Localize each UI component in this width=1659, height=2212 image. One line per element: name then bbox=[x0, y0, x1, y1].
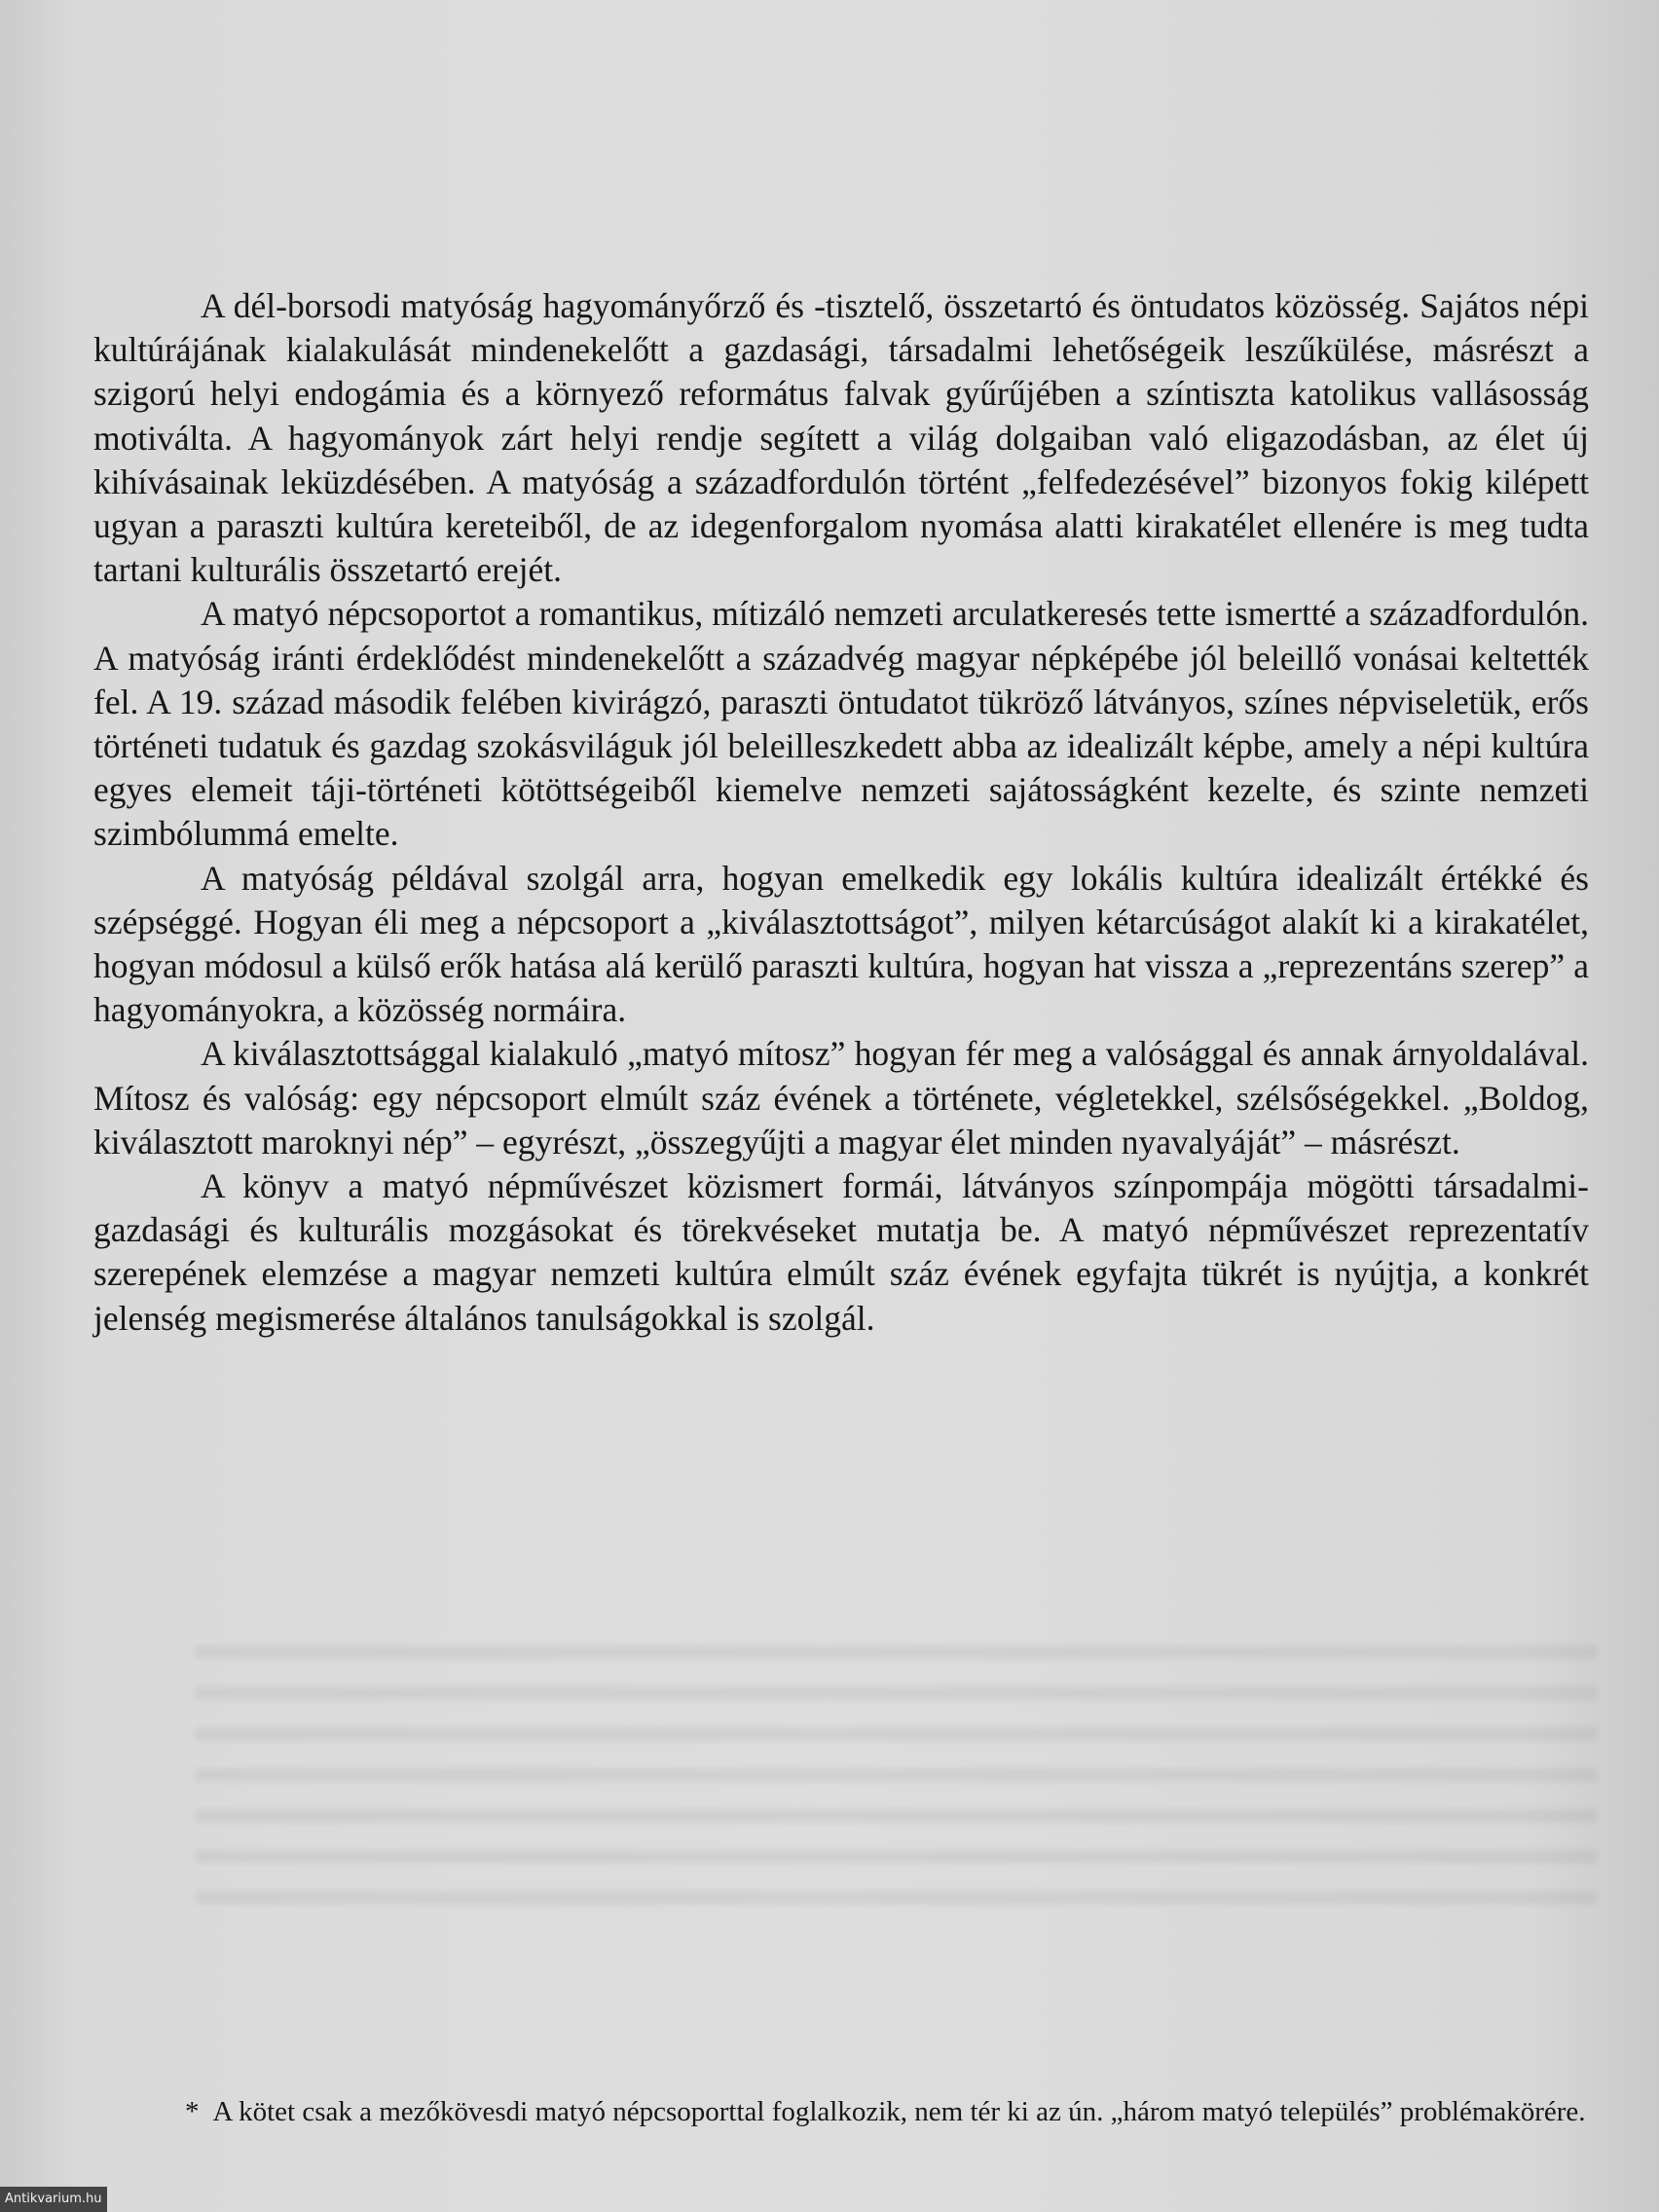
footnote bbox=[93, 2091, 1589, 2132]
body-text bbox=[93, 284, 1589, 1341]
footnote-text: A kötet csak a mezőkövesdi matyó népcsoporttal foglalkozik, nem tér ki az ún. „három matyó település” problémakörére. bbox=[212, 2096, 1586, 2127]
paragraph-2: A matyó népcsoportot a romantikus, mítizáló nemzeti arculatkeresés tette ismertté a századfordulón. A matyóság iránti érdeklődést mindenekelőtt a századvég magyar népképébe jól beleillő vonásai keltették fel. A 19. század második felében kivirágzó, paraszti öntudatot tükröző látványos, színes népviseletük, erős történeti tudatuk és gazdag szokásviláguk jól beleilleszkedett abba az idealizált képbe, amely a népi kultúra egyes elemeit táji-történeti kötöttségeiből kiemelve nemzeti sajátosságként kezelte, és szinte nemzeti szimbólummá emelte. bbox=[93, 594, 1589, 854]
paragraph-4: A kiválasztottsággal kialakuló „matyó mítosz” hogyan fér meg a valósággal és annak árnyoldalával. Mítosz és valóság: egy népcsoport elmúlt száz évének a története, végletekkel, szélsőségekkel. „Boldog, kiválasztott maroknyi nép” – egyrészt, „összegyűjti a magyar élet minden nyavalyáját” – másrészt. bbox=[93, 1034, 1589, 1161]
paragraph-3: A matyóság példával szolgál arra, hogyan emelkedik egy lokális kultúra idealizált értékké és szépséggé. Hogyan éli meg a népcsoport a „kiválasztottságot”, milyen kétarcúságot alakít ki a kirakatélet, hogyan módosul a külső erők hatása alá kerülő paraszti kultúra, hogyan hat vissza a „reprezentáns szerep” a hagyományokra, a közösség normáira. bbox=[93, 858, 1589, 1030]
footnote-marker: * bbox=[185, 2096, 200, 2127]
footnote-paragraph bbox=[93, 2091, 1589, 2132]
paragraph-1: A dél-borsodi matyóság hagyományőrző és -tisztelő, összetartó és öntudatos közösség. Sajátos népi kultúrájának kialakulását mindenekelőtt a gazdasági, társadalmi lehetőségeik leszűkülése, másrészt a szigorú helyi endogámia és a környező református falvak gyűrűjében a színtiszta katolikus vallásosság motiválta. A hagyományok zárt helyi rendje segített a világ dolgaiban való eligazodásban, az élet új kihívásainak leküzdésében. A matyóság a századfordulón történt „felfedezésével” bizonyos fokig kilépett ugyan a paraszti kultúra kereteiből, de az idegenforgalom nyomása alatti kirakatélet ellenére is meg tudta tartani kulturális összetartó erejét. bbox=[93, 286, 1589, 590]
watermark: Antikvarium.hu bbox=[0, 2187, 107, 2212]
show-through-text bbox=[195, 1645, 1597, 1908]
paragraph-5: A könyv a matyó népművészet közismert formái, látványos színpompája mögötti társadalmi-gazdasági és kulturális mozgásokat és törekvéseket mutatja be. A matyó népművészet reprezentatív szerepének elemzése a magyar nemzeti kultúra elmúlt száz évének egyfajta tükrét is nyújtja, a konkrét jelenség megismerése általános tanulságokkal is szolgál. bbox=[93, 1166, 1589, 1338]
